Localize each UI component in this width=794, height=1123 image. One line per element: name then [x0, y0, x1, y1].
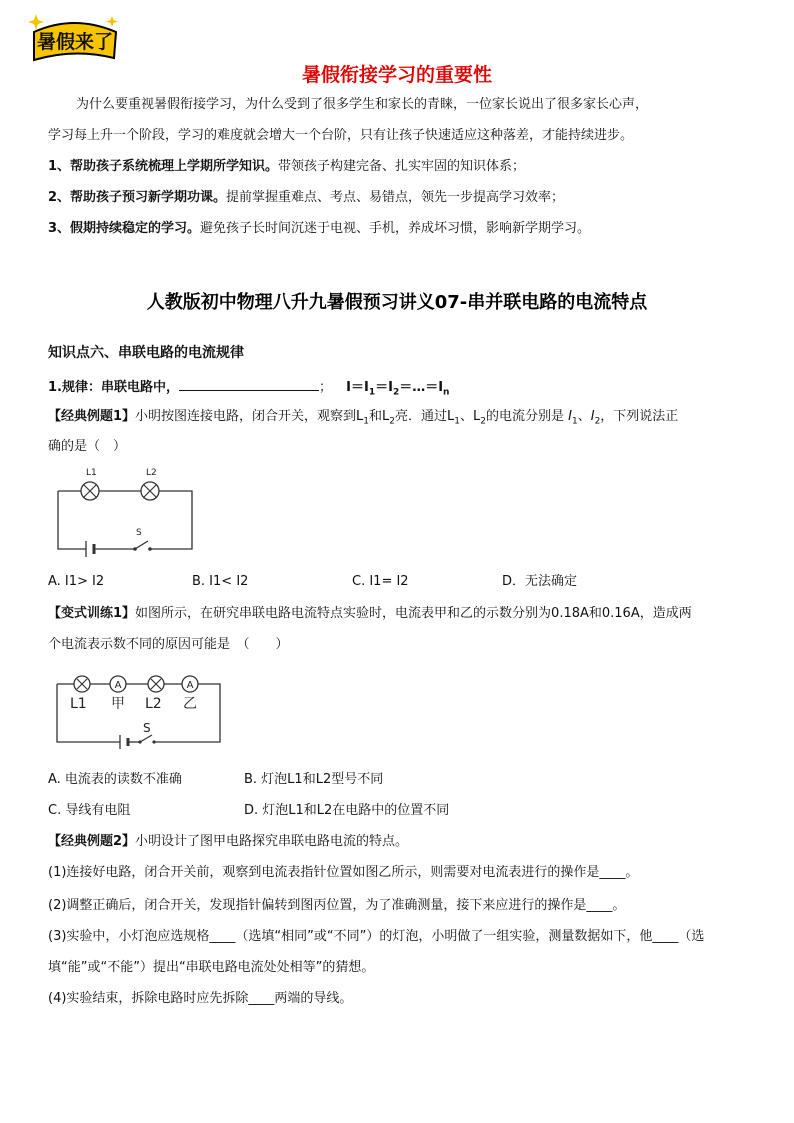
- example1-circuit-diagram: [50, 463, 200, 561]
- battery-icon: [120, 735, 128, 749]
- ammeter-jia-label: 甲: [111, 696, 125, 712]
- summer-logo: [28, 8, 120, 66]
- benefit-point-3: [48, 220, 590, 238]
- page-title: 暑假衔接学习的重要性: [301, 64, 492, 86]
- battery-icon: [86, 541, 94, 557]
- switch-label: S: [136, 528, 142, 538]
- intro-paragraph-line1: 为什么要重视暑假衔接学习，为什么受到了很多学生和家长的青睐，一位家长说出了很多家长心声，: [76, 97, 649, 112]
- svg-text:A: A: [114, 680, 122, 691]
- lamp-L2-icon: [148, 676, 164, 692]
- example2-question-3-line2: 填“能”或“不能”）提出“串联电路电流处处相等”的猜想。: [48, 960, 375, 975]
- benefit-point-text: 提前掌握重难点、考点、易错点，领先一步提高学习效率；: [226, 190, 565, 205]
- section-heading: 知识点六、串联电路的电流规律: [48, 345, 244, 361]
- rule-label: 1.规律：串联电路中，: [48, 380, 179, 395]
- lamp-L2-label: L2: [145, 696, 162, 712]
- variant1-option-a[interactable]: A. 电流表的读数不准确: [48, 772, 182, 787]
- benefit-point-bold: 3、假期持续稳定的学习。: [48, 221, 201, 236]
- lamp-L1-label: L1: [70, 696, 87, 712]
- switch-label: S: [143, 721, 151, 735]
- rule-line: [48, 377, 449, 397]
- example1-tag: 【经典例题1】: [48, 409, 136, 424]
- example1-option-b[interactable]: B. I1< I2: [192, 574, 249, 589]
- example2-question-4: (4)实验结束，拆除电路时应先拆除____两端的导线。: [48, 991, 353, 1006]
- ammeter-yi-icon: [182, 676, 198, 692]
- svg-text:A: A: [186, 680, 194, 691]
- switch-icon: [133, 541, 152, 551]
- lamp-L1-icon: [81, 482, 99, 500]
- example2-tag: 【经典例题2】: [48, 834, 136, 849]
- example1-option-c[interactable]: C. I1= I2: [352, 574, 409, 589]
- example1-question-line2: 确的是（ ）: [48, 439, 127, 454]
- variant1-question: 【变式训练1】如图所示，在研究串联电路电流特点实验时，电流表甲和乙的示数分别为0.18A和0.16A，造成两: [48, 606, 692, 621]
- rule-answer-blank[interactable]: [179, 377, 319, 391]
- rule-formula: $I=I_1=I_2=\dots=I_n$: [346, 380, 450, 398]
- variant1-circuit-diagram: [52, 670, 227, 750]
- benefit-point-text: 避免孩子长时间沉迷于电视、手机，养成坏习惯，影响新学期学习。: [200, 221, 591, 236]
- lamp-L1-icon: [74, 676, 90, 692]
- logo-text: 暑假来了: [36, 31, 114, 53]
- benefit-point-text: 带领孩子构建完备、扎实牢固的知识体系；: [278, 159, 526, 174]
- variant1-tag: 【变式训练1】: [48, 606, 136, 621]
- example1-option-a[interactable]: A. I1> I2: [48, 574, 105, 589]
- example2-intro: 【经典例题2】小明设计了图甲电路探究串联电路电流的特点。: [48, 834, 409, 849]
- benefit-point-1: [48, 158, 525, 176]
- intro-paragraph-line2: 学习每上升一个阶段，学习的难度就会增大一个台阶，只有让孩子快速适应这种落差，才能持续进步。: [48, 128, 634, 143]
- lamp-L1-label: L1: [86, 468, 97, 478]
- example1-option-d[interactable]: D．无法确定: [502, 574, 578, 589]
- benefit-point-bold: 2、帮助孩子预习新学期功课。: [48, 190, 227, 205]
- example2-question-1: (1)连接好电路，闭合开关前，观察到电流表指针位置如图乙所示，则需要对电流表进行的操作是____。: [48, 865, 639, 880]
- ammeter-yi-label: 乙: [183, 696, 197, 712]
- lamp-L2-label: L2: [146, 468, 157, 478]
- benefit-point-2: [48, 189, 564, 207]
- example2-question-3: (3)实验中，小灯泡应选规格____（选填“相同”或“不同”）的灯泡，小明做了一组实验，测量数据如下，他____（选: [48, 929, 705, 944]
- example2-question-2: (2)调整正确后，闭合开关，发现指针偏转到图丙位置，为了准确测量，接下来应进行的操作是____。: [48, 898, 626, 913]
- document-title: 人教版初中物理八升九暑假预习讲义07-串并联电路的电流特点: [146, 292, 648, 313]
- rule-separator: ；: [318, 380, 332, 395]
- example1-question: 【经典例题1】小明按图连接电路，闭合开关，观察到$L_1$和$L_2$亮．通过$L_1$、$L_2$的电流分别是 $I_1$、$I_2$，下列说法正: [48, 409, 679, 427]
- variant1-option-b[interactable]: B. 灯泡L1和L2型号不同: [244, 772, 384, 787]
- variant1-option-d[interactable]: D. 灯泡L1和L2在电路中的位置不同: [244, 803, 450, 818]
- benefit-point-bold: 1、帮助孩子系统梳理上学期所学知识。: [48, 159, 279, 174]
- variant1-question-line2: 个电流表示数不同的原因可能是 （ ）: [48, 637, 289, 652]
- lamp-L2-icon: [141, 482, 159, 500]
- switch-icon: [138, 735, 155, 744]
- variant1-option-c[interactable]: C. 导线有电阻: [48, 803, 131, 818]
- ammeter-jia-icon: [110, 676, 126, 692]
